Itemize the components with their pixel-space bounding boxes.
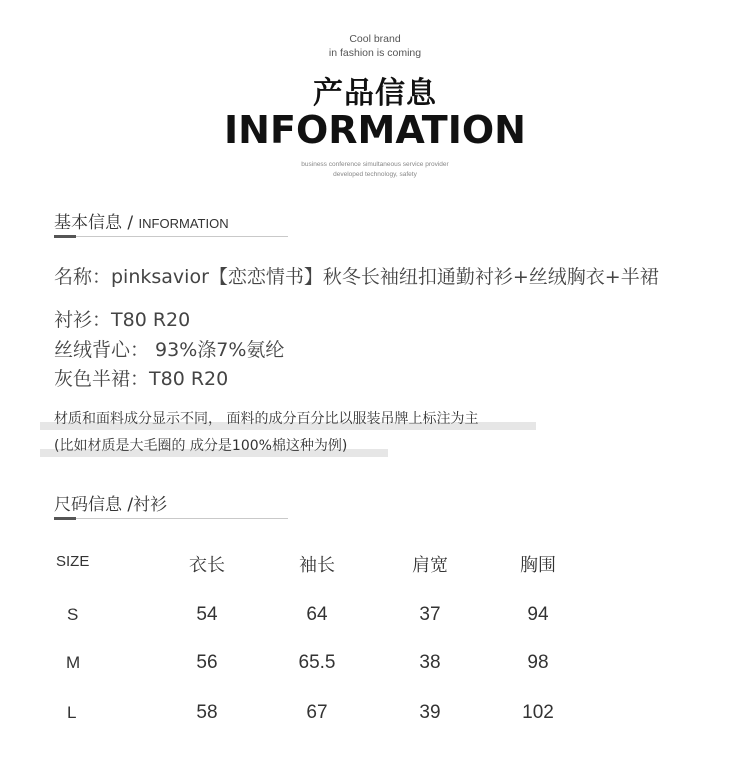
table-cell-size: M bbox=[66, 653, 81, 672]
material-note-2: (比如材质是大毛圈的 成分是100%棉这种为例) bbox=[54, 438, 348, 454]
table-cell-length: 56 bbox=[196, 652, 218, 673]
table-cell-shoulder: 38 bbox=[419, 652, 441, 673]
size-info-underline bbox=[54, 518, 288, 519]
material-note-1: 材质和面料成分显示不同， 面料的成分百分比以服装吊牌上标注为主 bbox=[54, 411, 479, 427]
basic-info-heading bbox=[54, 208, 229, 233]
table-cell-bust: 102 bbox=[522, 702, 554, 723]
table-cell-shoulder: 37 bbox=[419, 604, 441, 625]
basic-info-underline-accent bbox=[54, 235, 76, 238]
table-cell-sleeve: 65.5 bbox=[298, 652, 336, 673]
table-cell-size: L bbox=[67, 703, 77, 722]
tagline-line2: developed technology, safety bbox=[333, 171, 417, 178]
table-header-shoulder: 肩宽 bbox=[412, 555, 448, 576]
product-info-title-cn: 产品信息 bbox=[313, 76, 437, 111]
size-info-heading: 尺码信息 /衬衫 bbox=[54, 495, 168, 515]
table-cell-shoulder: 39 bbox=[419, 702, 441, 723]
table-cell-bust: 94 bbox=[527, 604, 549, 625]
basic-info-heading-en: INFORMATION bbox=[138, 216, 229, 231]
table-header-bust: 胸围 bbox=[520, 555, 556, 576]
table-header-sleeve: 袖长 bbox=[299, 555, 335, 576]
brand-slogan bbox=[0, 32, 750, 60]
brand-slogan-line1: Cool brand bbox=[349, 33, 401, 45]
table-cell-length: 54 bbox=[196, 604, 218, 625]
basic-info-heading-cn: 基本信息 / bbox=[54, 213, 139, 233]
shirt-composition: 衬衫：T80 R20 bbox=[54, 309, 191, 331]
basic-info-underline bbox=[54, 236, 288, 237]
table-cell-sleeve: 64 bbox=[306, 604, 328, 625]
tagline-line1: business conference simultaneous service provider bbox=[301, 161, 449, 168]
tagline bbox=[0, 160, 750, 180]
table-cell-size: S bbox=[67, 605, 79, 624]
skirt-composition: 灰色半裙：T80 R20 bbox=[54, 368, 229, 390]
vest-composition: 丝绒背心： 93%涤7%氨纶 bbox=[54, 339, 285, 361]
size-info-underline-accent bbox=[54, 517, 76, 520]
product-info-title-en: INFORMATION bbox=[224, 108, 526, 152]
product-name: 名称：pinksavior【恋恋情书】秋冬长袖纽扣通勤衬衫+丝绒胸衣+半裙 bbox=[54, 266, 659, 288]
table-cell-bust: 98 bbox=[527, 652, 549, 673]
table-header-size: SIZE bbox=[56, 553, 90, 570]
table-cell-sleeve: 67 bbox=[306, 702, 328, 723]
table-cell-length: 58 bbox=[196, 702, 218, 723]
brand-slogan-line2: in fashion is coming bbox=[328, 47, 422, 59]
table-header-length: 衣长 bbox=[189, 555, 225, 576]
